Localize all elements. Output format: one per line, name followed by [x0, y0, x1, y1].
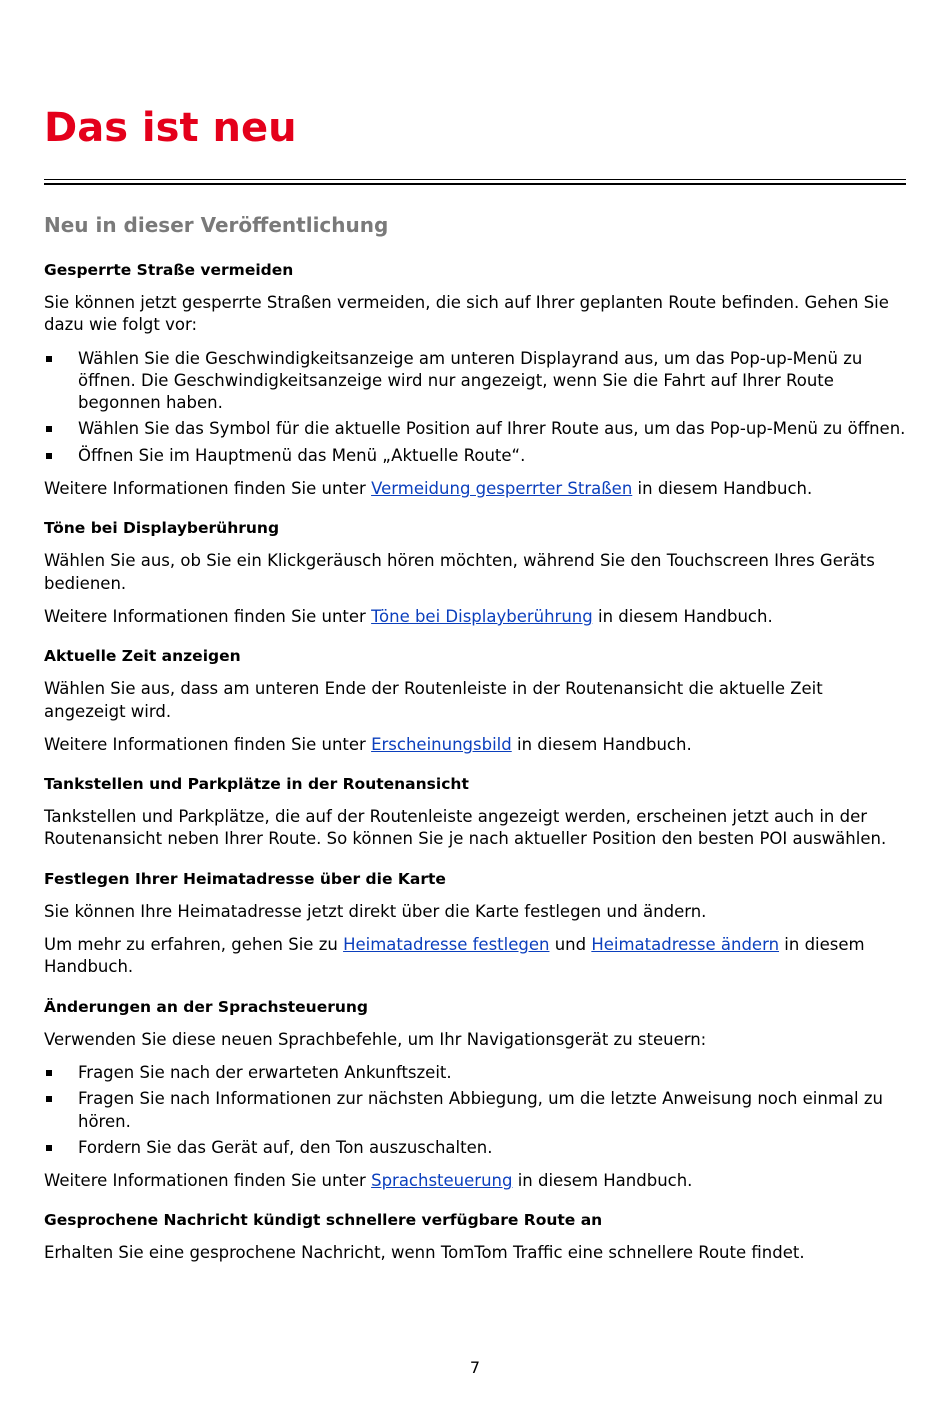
more-info: Um mehr zu erfahren, gehen Sie zu Heimatadresse festlegen und Heimatadresse ändern in diesem Handbuch. [44, 935, 865, 977]
bullet-list [44, 348, 906, 467]
section-gesperrte-strasse [44, 259, 906, 500]
page-number: 7 [469, 1358, 481, 1377]
square-bullet-icon [46, 426, 52, 432]
section-gesprochene-nachricht [44, 1209, 906, 1264]
title-rule-bottom [44, 183, 906, 185]
more-info: Weitere Informationen finden Sie unter Vermeidung gesperrter Straßen in diesem Handbuch. [44, 479, 813, 499]
section-intro: Sie können jetzt gesperrte Straßen vermeiden, die sich auf Ihrer geplanten Route befinden. Gehen Sie dazu wie folgt vor: [44, 293, 889, 335]
square-bullet-icon [46, 1145, 52, 1151]
list-item: Wählen Sie die Geschwindigkeitsanzeige am unteren Displayrand aus, um das Pop-up-Menü zu öffnen. Die Geschwindigkeitsanzeige wird nur angezeigt, wenn Sie die Fahrt auf Ihrer Route begonnen haben. [44, 348, 906, 415]
square-bullet-icon [46, 1096, 52, 1102]
section-intro: Verwenden Sie diese neuen Sprachbefehle, um Ihr Navigationsgerät zu steuern: [44, 1029, 707, 1049]
section-aktuelle-zeit [44, 645, 906, 756]
more-info: Weitere Informationen finden Sie unter Erscheinungsbild in diesem Handbuch. [44, 734, 692, 754]
section-subtitle: Neu in dieser Veröffentlichung [44, 213, 389, 237]
link-toene-bei-displayberuehrung[interactable]: Töne bei Displayberührung [371, 606, 593, 626]
link-heimatadresse-aendern[interactable]: Heimatadresse ändern [591, 935, 780, 955]
bullet-list [44, 1062, 906, 1159]
list-item: Wählen Sie das Symbol für die aktuelle Position auf Ihrer Route aus, um das Pop-up-Menü zu öffnen. [44, 418, 906, 440]
list-item: Fragen Sie nach der erwarteten Ankunftszeit. [44, 1062, 906, 1084]
square-bullet-icon [46, 453, 52, 459]
section-heading: Gesperrte Straße vermeiden [44, 261, 294, 279]
title-rule-top [44, 179, 906, 180]
list-item: Fordern Sie das Gerät auf, den Ton auszuschalten. [44, 1137, 906, 1159]
link-heimatadresse-festlegen[interactable]: Heimatadresse festlegen [343, 935, 550, 955]
section-heading: Gesprochene Nachricht kündigt schnellere verfügbare Route an [44, 1211, 603, 1230]
section-intro: Tankstellen und Parkplätze, die auf der Routenleiste angezeigt werden, erscheinen jetzt auch in der Routenansicht neben Ihrer Route. So können Sie je nach aktueller Position den besten POI auswählen. [44, 807, 887, 849]
section-intro: Erhalten Sie eine gesprochene Nachricht, wenn TomTom Traffic eine schnellere Route findet. [44, 1243, 805, 1263]
section-heading: Töne bei Displayberührung [44, 519, 280, 538]
section-heading: Tankstellen und Parkplätze in der Routenansicht [44, 775, 469, 794]
section-sprachsteuerung [44, 996, 906, 1193]
link-sprachsteuerung[interactable]: Sprachsteuerung [371, 1171, 513, 1191]
section-tankstellen [44, 773, 906, 851]
square-bullet-icon [46, 356, 52, 362]
more-info: Weitere Informationen finden Sie unter Sprachsteuerung in diesem Handbuch. [44, 1171, 693, 1191]
square-bullet-icon [46, 1070, 52, 1076]
section-heimatadresse [44, 868, 906, 979]
list-item: Öffnen Sie im Hauptmenü das Menü „Aktuelle Route“. [44, 445, 906, 467]
section-toene [44, 517, 906, 628]
section-heading: Festlegen Ihrer Heimatadresse über die Karte [44, 869, 446, 888]
section-heading: Aktuelle Zeit anzeigen [44, 647, 241, 666]
more-info: Weitere Informationen finden Sie unter Töne bei Displayberührung in diesem Handbuch. [44, 606, 773, 626]
content-body [44, 259, 906, 1265]
section-intro: Wählen Sie aus, dass am unteren Ende der Routenleiste in der Routenansicht die aktuelle Zeit angezeigt wird. [44, 679, 823, 721]
list-item: Fragen Sie nach Informationen zur nächsten Abbiegung, um die letzte Anweisung noch einmal zu hören. [44, 1088, 906, 1133]
section-intro: Wählen Sie aus, ob Sie ein Klickgeräusch hören möchten, während Sie den Touchscreen Ihres Geräts bedienen. [44, 551, 875, 593]
page-title: Das ist neu [44, 105, 297, 151]
section-heading: Änderungen an der Sprachsteuerung [44, 997, 369, 1016]
link-erscheinungsbild[interactable]: Erscheinungsbild [371, 734, 512, 754]
section-intro: Sie können Ihre Heimatadresse jetzt direkt über die Karte festlegen und ändern. [44, 901, 707, 921]
link-vermeidung-gesperrter-strassen[interactable]: Vermeidung gesperrter Straßen [371, 479, 633, 499]
